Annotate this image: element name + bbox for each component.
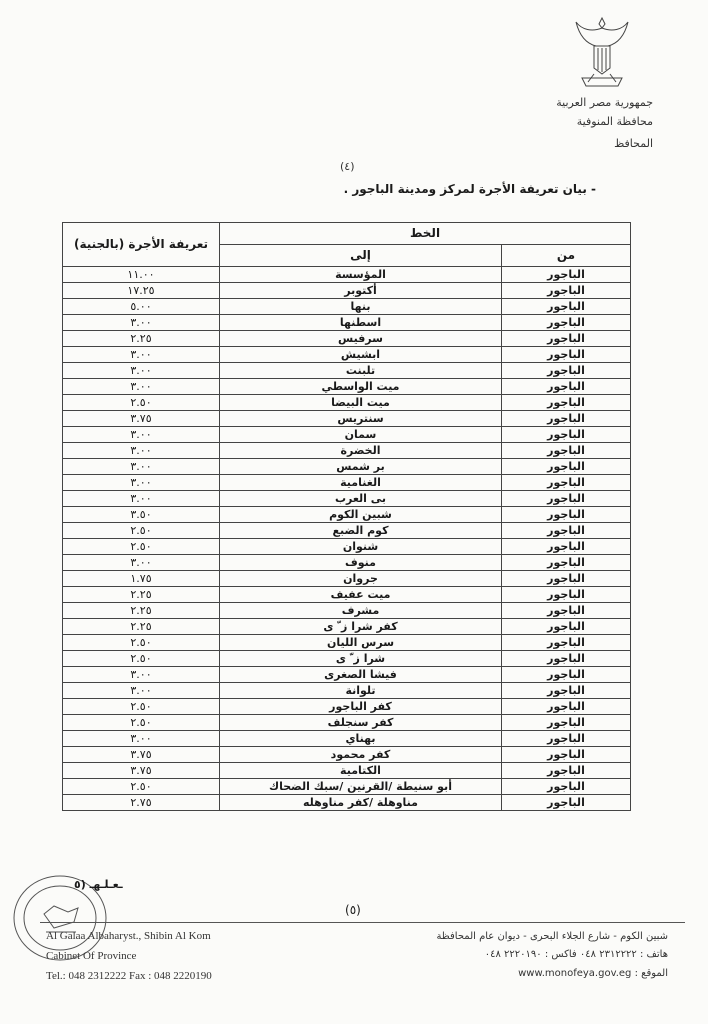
destination-cell: بى العرب	[220, 491, 502, 507]
footer-phone-en: Tel.: 048 2312222 Fax : 048 2220190	[46, 970, 212, 982]
fare-cell: ١.٧٥	[63, 571, 220, 587]
fare-cell: ٣.٧٥	[63, 747, 220, 763]
table-row	[63, 715, 631, 731]
table-row	[63, 347, 631, 363]
destination-cell: سنتريس	[220, 411, 502, 427]
fare-cell: ٢.٢٥	[63, 619, 220, 635]
destination-cell: شنوان	[220, 539, 502, 555]
origin-cell: الباجور	[502, 299, 631, 315]
footer-office-en: Cabinet Of Province	[46, 950, 137, 962]
table-row	[63, 699, 631, 715]
table-row	[63, 523, 631, 539]
origin-cell: الباجور	[502, 523, 631, 539]
destination-cell: أكتوبر	[220, 283, 502, 299]
destination-cell: ميت الواسطي	[220, 379, 502, 395]
destination-cell: اسطنها	[220, 315, 502, 331]
origin-cell: الباجور	[502, 587, 631, 603]
fare-cell: ١١.٠٠	[63, 267, 220, 283]
origin-cell: الباجور	[502, 427, 631, 443]
origin-cell: الباجور	[502, 555, 631, 571]
table-row	[63, 555, 631, 571]
origin-cell: الباجور	[502, 347, 631, 363]
table-row	[63, 731, 631, 747]
fare-cell: ٢.٥٠	[63, 699, 220, 715]
destination-cell: كفر سنجلف	[220, 715, 502, 731]
destination-cell: أبو سنيطة /القرنين /سبك الضحاك	[220, 779, 502, 795]
table-row	[63, 315, 631, 331]
table-row	[63, 635, 631, 651]
destination-cell: الكتامية	[220, 763, 502, 779]
origin-cell: الباجور	[502, 491, 631, 507]
origin-cell: الباجور	[502, 779, 631, 795]
fare-cell: ٣.٠٠	[63, 667, 220, 683]
fare-cell: ٣.٠٠	[63, 347, 220, 363]
page-number-top: (٤)	[340, 160, 355, 173]
table-row	[63, 603, 631, 619]
fare-cell: ٢.٥٠	[63, 539, 220, 555]
table-row	[63, 507, 631, 523]
fare-cell: ٣.٠٠	[63, 315, 220, 331]
table-row	[63, 379, 631, 395]
destination-cell: مشرف	[220, 603, 502, 619]
origin-cell: الباجور	[502, 283, 631, 299]
fare-cell: ٥.٠٠	[63, 299, 220, 315]
origin-cell: الباجور	[502, 331, 631, 347]
table-row	[63, 491, 631, 507]
destination-cell: سرفيس	[220, 331, 502, 347]
origin-cell: الباجور	[502, 651, 631, 667]
destination-cell: المؤسسة	[220, 267, 502, 283]
fare-cell: ٣.٧٥	[63, 763, 220, 779]
destination-cell: ميت البيضا	[220, 395, 502, 411]
fare-cell: ٢.٥٠	[63, 715, 220, 731]
table-row	[63, 363, 631, 379]
fare-cell: ٣.٠٠	[63, 683, 220, 699]
origin-cell: الباجور	[502, 363, 631, 379]
origin-cell: الباجور	[502, 379, 631, 395]
fare-cell: ٢.٥٠	[63, 635, 220, 651]
table-row	[63, 747, 631, 763]
origin-cell: الباجور	[502, 539, 631, 555]
destination-cell: تلبنت	[220, 363, 502, 379]
header-from: من	[502, 245, 631, 267]
header-country: جمهورية مصر العربية	[556, 96, 653, 109]
table-row	[63, 587, 631, 603]
fare-cell: ٢.٥٠	[63, 779, 220, 795]
header-governorate: محافظة المنوفية	[576, 115, 653, 128]
table-row	[63, 795, 631, 811]
fare-cell: ٢.٢٥	[63, 331, 220, 347]
origin-cell: الباجور	[502, 667, 631, 683]
origin-cell: الباجور	[502, 603, 631, 619]
fare-cell: ٢.٥٠	[63, 651, 220, 667]
signature-mark: ـعـلـهـ (٥	[74, 878, 123, 891]
origin-cell: الباجور	[502, 443, 631, 459]
header-governor: المحافظ	[614, 137, 653, 150]
fare-cell: ٣.٧٥	[63, 411, 220, 427]
table-row	[63, 667, 631, 683]
destination-cell: فيشا الصغرى	[220, 667, 502, 683]
footer-address-en: Al Galaa Albaharyst., Shibin Al Kom	[46, 930, 211, 942]
origin-cell: الباجور	[502, 731, 631, 747]
origin-cell: الباجور	[502, 619, 631, 635]
destination-cell: بر شمس	[220, 459, 502, 475]
destination-cell: منوف	[220, 555, 502, 571]
footer-website: الموقع : www.monofeya.gov.eg	[518, 968, 668, 979]
table-row	[63, 427, 631, 443]
origin-cell: الباجور	[502, 571, 631, 587]
fare-table	[62, 222, 631, 811]
origin-cell: الباجور	[502, 747, 631, 763]
table-row	[63, 475, 631, 491]
destination-cell: شبين الكوم	[220, 507, 502, 523]
destination-cell: جروان	[220, 571, 502, 587]
table-row	[63, 267, 631, 283]
header-to: إلى	[220, 245, 502, 267]
fare-cell: ٣.٥٠	[63, 507, 220, 523]
table-row	[63, 299, 631, 315]
egypt-eagle-emblem-icon	[572, 14, 632, 92]
table-row	[63, 651, 631, 667]
fare-cell: ٣.٠٠	[63, 731, 220, 747]
destination-cell: الغنامية	[220, 475, 502, 491]
origin-cell: الباجور	[502, 411, 631, 427]
destination-cell: كفر محمود	[220, 747, 502, 763]
origin-cell: الباجور	[502, 715, 631, 731]
fare-cell: ٣.٠٠	[63, 459, 220, 475]
origin-cell: الباجور	[502, 683, 631, 699]
destination-cell: ابشيش	[220, 347, 502, 363]
table-row	[63, 779, 631, 795]
footer-address-ar: شبين الكوم - شارع الجلاء البحرى - ديوان عام المحافظة	[436, 931, 668, 942]
fare-cell: ٣.٠٠	[63, 475, 220, 491]
destination-cell: شرا ز ّ ى	[220, 651, 502, 667]
origin-cell: الباجور	[502, 267, 631, 283]
destination-cell: ميت عفيف	[220, 587, 502, 603]
table-row	[63, 283, 631, 299]
origin-cell: الباجور	[502, 507, 631, 523]
destination-cell: كفر شرا ز ّ ى	[220, 619, 502, 635]
table-row	[63, 619, 631, 635]
destination-cell: بنها	[220, 299, 502, 315]
destination-cell: الخضرة	[220, 443, 502, 459]
origin-cell: الباجور	[502, 395, 631, 411]
fare-cell: ٣.٠٠	[63, 379, 220, 395]
table-row	[63, 331, 631, 347]
destination-cell: مناوهلة /كفر مناوهله	[220, 795, 502, 811]
origin-cell: الباجور	[502, 475, 631, 491]
table-row	[63, 443, 631, 459]
table-row	[63, 763, 631, 779]
table-row	[63, 539, 631, 555]
table-row	[63, 395, 631, 411]
origin-cell: الباجور	[502, 795, 631, 811]
header-fare: تعريفة الأجرة (بالجنية)	[63, 223, 220, 267]
origin-cell: الباجور	[502, 635, 631, 651]
origin-cell: الباجور	[502, 459, 631, 475]
fare-cell: ٣.٠٠	[63, 427, 220, 443]
fare-table-body	[63, 223, 631, 811]
fare-cell: ٣.٠٠	[63, 443, 220, 459]
footer-phone-ar: هاتف : ٢٣١٢٢٢٢ ٠٤٨ فاكس : ٢٢٢٠١٩٠ ٠٤٨	[484, 949, 668, 960]
table-row	[63, 683, 631, 699]
table-row	[63, 459, 631, 475]
fare-cell: ٢.٥٠	[63, 523, 220, 539]
page-number-bottom: (٥)	[345, 903, 361, 917]
fare-cell: ٣.٠٠	[63, 491, 220, 507]
destination-cell: كوم الضبع	[220, 523, 502, 539]
origin-cell: الباجور	[502, 763, 631, 779]
destination-cell: سمان	[220, 427, 502, 443]
fare-cell: ٢.٥٠	[63, 395, 220, 411]
document-subtitle: - بيان تعريفة الأجرة لمركز ومدينة الباجور .	[343, 182, 596, 196]
fare-cell: ٣.٠٠	[63, 363, 220, 379]
fare-cell: ٢.٢٥	[63, 603, 220, 619]
header-line: الخط	[220, 223, 631, 245]
fare-cell: ٣.٠٠	[63, 555, 220, 571]
origin-cell: الباجور	[502, 699, 631, 715]
destination-cell: كفر الباجور	[220, 699, 502, 715]
fare-cell: ٢.٢٥	[63, 587, 220, 603]
destination-cell: سرس الليان	[220, 635, 502, 651]
origin-cell: الباجور	[502, 315, 631, 331]
destination-cell: بهناي	[220, 731, 502, 747]
fare-cell: ١٧.٢٥	[63, 283, 220, 299]
table-row	[63, 571, 631, 587]
table-row	[63, 411, 631, 427]
fare-cell: ٢.٧٥	[63, 795, 220, 811]
footer-divider	[40, 922, 685, 923]
destination-cell: تلوانة	[220, 683, 502, 699]
